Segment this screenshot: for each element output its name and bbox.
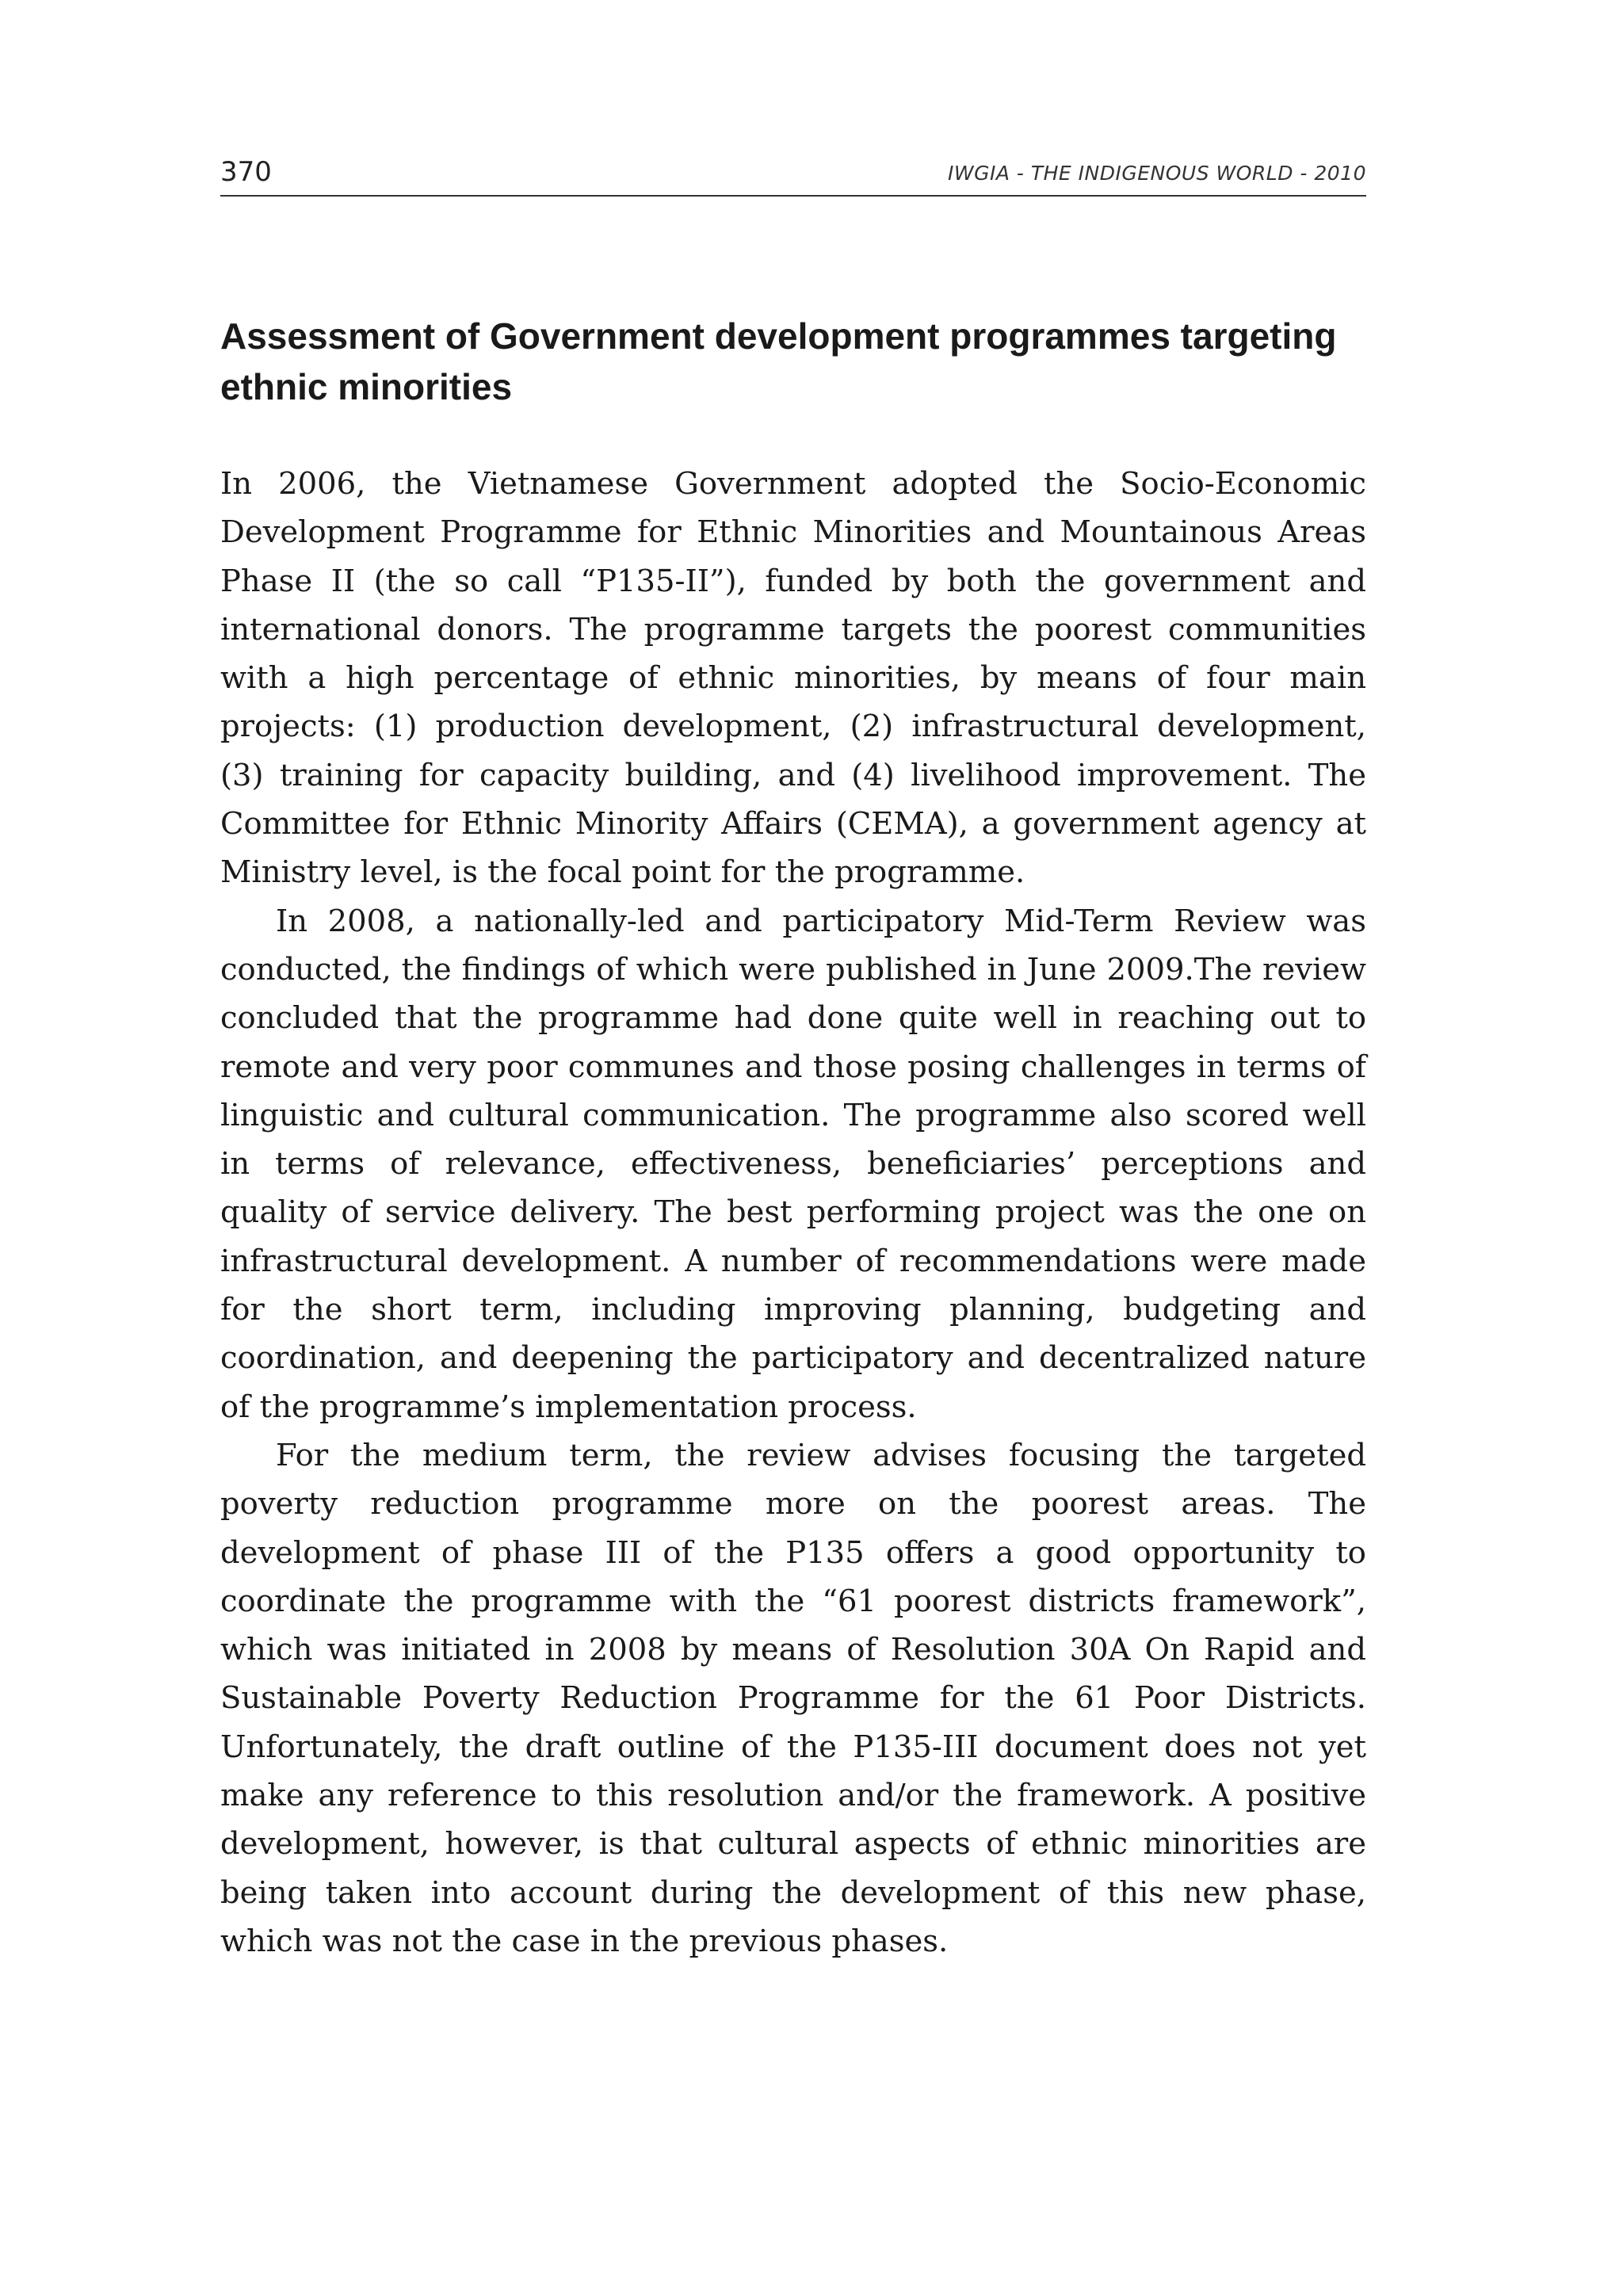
running-header [220,155,1366,197]
running-title: IWGIA - THE INDIGENOUS WORLD - 2010 [947,162,1366,185]
paragraph-3: For the medium term, the review advises focusing the targeted poverty reduction programme more on the poorest areas. The development of phase III of the P135 offers a good opportunity to coordinate the programme with the “61 poorest districts framework”, which was initiated in 2008 by means of Resolution 30A On Rapid and Sustainable Poverty Reduction Programme for the 61 Poor Districts. Unfortunately, the draft outline of the P135-III document does not yet make any reference to this resolution and/or the framework. A positive development, however, is that cultural aspects of ethnic minorities are being taken into account during the development of this new phase, which was not the case in the previous phases. [220,1437,1366,1959]
page-number: 370 [220,156,272,188]
body-text [220,460,1366,1966]
paragraph-1: In 2006, the Vietnamese Government adopted the Socio-Economic Development Programme for Ethnic Minorities and Mountainous Areas Phase II (the so call “P135-II”), funded by both the government and international donors. The programme targets the poorest communities with a high percentage of ethnic minorities, by means of four main projects: (1) production development, (2) infrastructural development, (3) training for capacity building, and (4) livelihood improvement. The Committee for Ethnic Minority Affairs (CEMA), a government agency at Ministry level, is the focal point for the programme. [220,466,1366,891]
paragraph-2: In 2008, a nationally-led and participatory Mid-Term Review was conducted, the findings of which were published in June 2009.The review concluded that the programme had done quite well in reaching out to remote and very poor communes and those posing challenges in terms of linguistic and cultural communication. The programme also scored well in terms of relevance, effectiveness, beneficiaries’ perceptions and quality of service delivery. The best performing project was the one on infrastructural development. A number of recommendations were made for the short term, including improving planning, budgeting and coordination, and deepening the participatory and decentralized nature of the programme’s implementation process. [220,903,1366,1425]
section-heading: Assessment of Government development programmes targeting ethnic minorities [220,315,1337,407]
